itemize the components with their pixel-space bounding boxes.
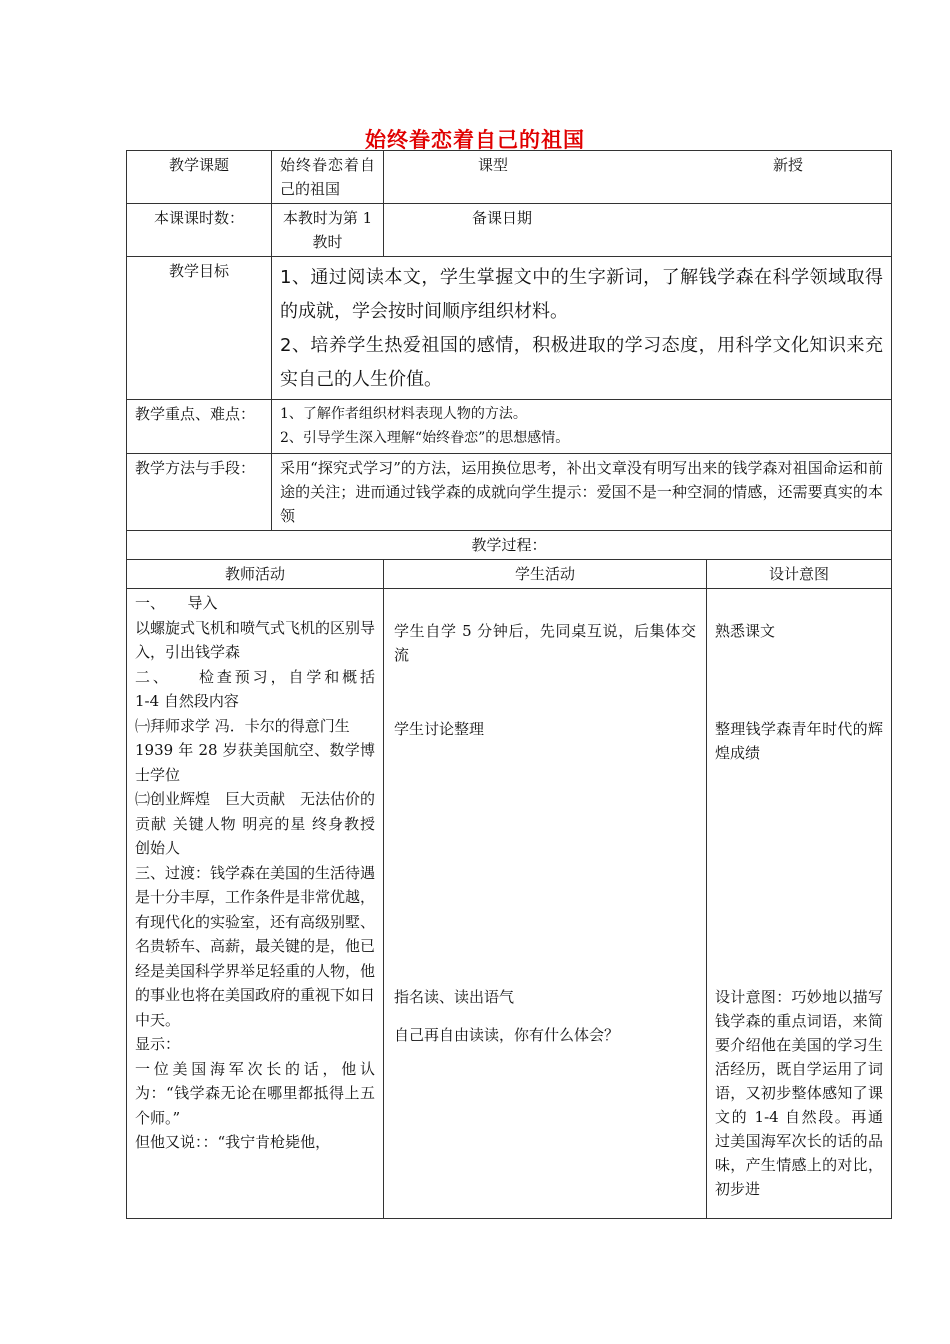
- key-points-content: [272, 400, 892, 454]
- teacher-step: 1939 年 28 岁获美国航空、数学博士学位: [135, 741, 375, 784]
- teacher-step: 以螺旋式飞机和喷气式飞机的区别导入，引出钱学森: [135, 618, 376, 661]
- key-point-item: 1、了解作者组织材料表现人物的方法。: [280, 406, 527, 422]
- student-activity-cell: [384, 589, 707, 1219]
- teacher-step: ㈠拜师求学 冯．卡尔的得意门生: [135, 716, 350, 735]
- student-step: 自己再自由读读，你有什么体会？: [394, 1026, 620, 1044]
- student-step: 学生讨论整理: [394, 720, 485, 738]
- lesson-plan-table: [126, 150, 892, 1219]
- design-note: 设计意图：巧妙地以描写钱学森的重点词语，来简要介绍他在美国的学习生活经历，既自学运用了词语，又初步整体感知了课文的 1-4 自然段。再通过美国海军次长的话的品味，产生情感上的对比，初步进: [715, 988, 883, 1198]
- student-step: 学生自学 5 分钟后，先同桌互说，后集体交流: [394, 622, 696, 664]
- hours-value: 本教时为第 1 教时: [272, 204, 384, 257]
- key-points-label: 教学重点、难点：: [127, 400, 272, 454]
- methods-label: 教学方法与手段：: [127, 454, 272, 531]
- methods-row: [127, 454, 892, 531]
- teacher-step: 一、 导入: [135, 594, 218, 612]
- design-note: 整理钱学森青年时代的辉煌成绩: [715, 720, 883, 762]
- objectives-row: [127, 257, 892, 400]
- teacher-step: 三、过渡：钱学森在美国的生活待遇是十分丰厚，工作条件是非常优越，有现代化的实验室，还有高级别墅、名贵轿车、高薪，最关键的是，他已经是美国科学界举足轻重的人物，他的事业也将在美国政府的重视下如日中天。: [135, 863, 376, 1029]
- document-title: 始终眷恋着自己的祖国: [365, 127, 585, 152]
- lesson-type-value: 新授: [772, 156, 803, 174]
- objective-item: 2、培养学生热爱祖国的感情，积极进取的学习态度，用科学文化知识来充实自己的人生价值。: [280, 335, 883, 390]
- teacher-step: 二、 检查预习，自学和概括 1-4 自然段内容: [135, 667, 406, 710]
- process-label: 教学过程：: [127, 531, 892, 560]
- design-note: 熟悉课文: [715, 622, 776, 640]
- process-title-row: [127, 531, 892, 560]
- teacher-step: 但他又说：：“我宁肯枪毙他，: [135, 1133, 331, 1151]
- objectives-content: [272, 257, 892, 400]
- teacher-step: 显示：: [135, 1035, 181, 1053]
- teacher-activity-cell: [127, 589, 406, 1219]
- teacher-step: 一位美国海军次长的话，他认为：“钱学森无论在哪里都抵得上五个师。”: [135, 1059, 375, 1127]
- lesson-type-label: 课型: [478, 156, 509, 174]
- process-body-row: [127, 589, 892, 1219]
- teacher-step: ㈡创业辉煌 巨大贡献 无法估价的贡献 关键人物 明亮的星 终身教授 创始人: [135, 790, 391, 857]
- objectives-label: 教学目标: [127, 257, 272, 400]
- hours-row: [127, 204, 892, 257]
- hours-label: 本课课时数：: [127, 204, 272, 257]
- student-activity-header: 学生活动: [384, 560, 707, 589]
- design-intent-header: 设计意图: [707, 560, 892, 589]
- process-header-row: [127, 560, 892, 589]
- topic-value: 始终眷恋着自己的祖国: [272, 151, 384, 204]
- objective-item: 1、通过阅读本文，学生掌握文中的生字新词，了解钱学森在科学领域取得的成就，学会按时间顺序组织材料。: [280, 267, 883, 322]
- design-intent-cell: [707, 589, 892, 1219]
- student-step: 指名读、读出语气: [394, 988, 515, 1006]
- topic-label: 教学课题: [127, 151, 272, 204]
- methods-text: 采用“探究式学习”的方法，运用换位思考，补出文章没有明写出来的钱学森对祖国命运和前途的关注；进而通过钱学森的成就向学生提示：爱国不是一种空洞的情感，还需要真实的本领: [272, 454, 892, 531]
- prep-date-label: 备课日期: [384, 204, 892, 257]
- key-points-row: [127, 400, 892, 454]
- key-point-item: 2、引导学生深入理解“始终眷恋”的思想感情。: [280, 430, 570, 446]
- teacher-activity-header: 教师活动: [127, 560, 384, 589]
- topic-row: [127, 151, 892, 204]
- lesson-type-cell: [384, 151, 892, 204]
